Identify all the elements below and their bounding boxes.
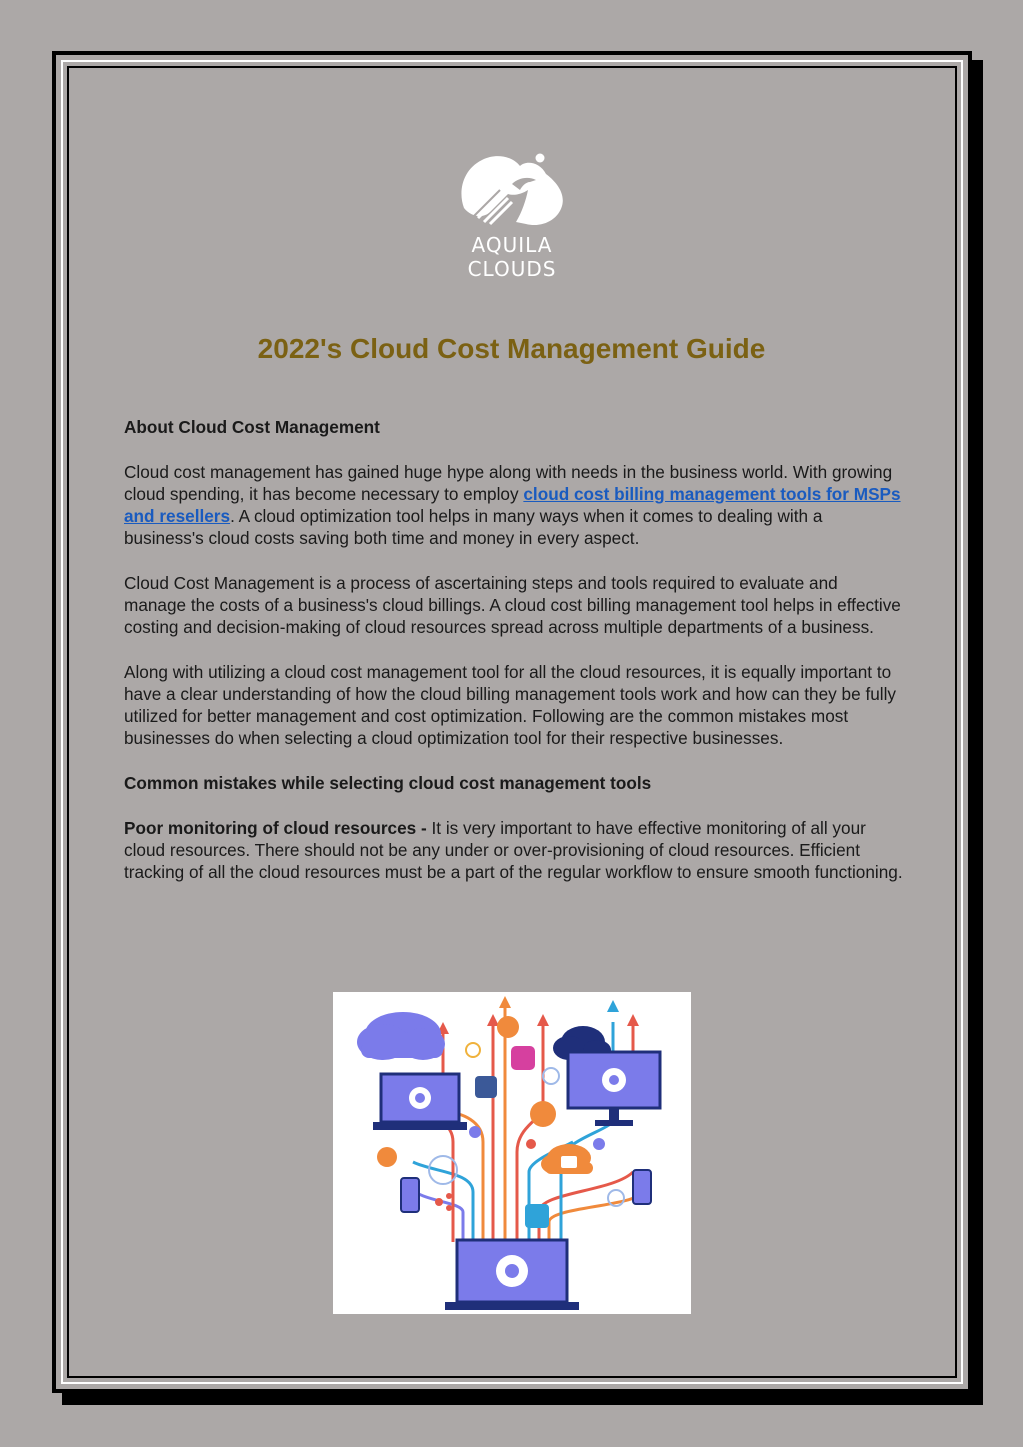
page-title: 2022's Cloud Cost Management Guide (257, 333, 766, 364)
paragraph-intro-text-after: . A cloud optimization tool helps in many ways when it comes to dealing with a business's cloud costs saving both time and money in every aspect. (124, 506, 823, 548)
logo-text-line1: AQUILA (471, 233, 553, 257)
paragraph-understanding: Along with utilizing a cloud cost management tool for all the cloud resources, it is equally important to have a clear understanding of how the cloud billing management tools work and how can they be fully utilized for better management and cost optimization. Following are the common mistakes most businesses do when selecting a cloud optimization tool for their respective businesses. (124, 662, 897, 748)
article-body (124, 416, 904, 906)
section-heading-mistakes: Common mistakes while selecting cloud cost management tools (124, 773, 652, 793)
section-heading-about: About Cloud Cost Management (124, 417, 380, 437)
paragraph-intro (124, 461, 904, 549)
eagle-cloud-icon (456, 150, 568, 232)
paragraph-poor-monitoring (124, 817, 904, 883)
paragraph-intro-text-before: Cloud cost management has gained huge hype along with needs in the business world. With growing cloud spending, it has become necessary to employ (124, 462, 893, 504)
cloud-billing-tools-link[interactable]: cloud cost billing management tools for MSPs and resellers (124, 484, 901, 526)
poor-monitoring-text: It is very important to have effective monitoring of all your cloud resources. There should not be any under or over-provisioning of cloud resources. Efficient tracking of all the cloud resources must be a part of the regular workflow to ensure smooth functioning. (124, 818, 903, 882)
cloud-devices-network-icon (333, 992, 691, 1314)
poor-monitoring-lead: Poor monitoring of cloud resources - (124, 818, 432, 838)
paragraph-definition: Cloud Cost Management is a process of ascertaining steps and tools required to evaluate and manage the costs of a business's cloud billings. A cloud cost billing management tool helps in effective costing and decision-making of cloud resources spread across multiple departments of a business. (124, 573, 901, 637)
aquila-clouds-logo (456, 150, 568, 285)
logo-text-line2: CLOUDS (467, 257, 557, 281)
cloud-network-illustration (333, 992, 691, 1314)
